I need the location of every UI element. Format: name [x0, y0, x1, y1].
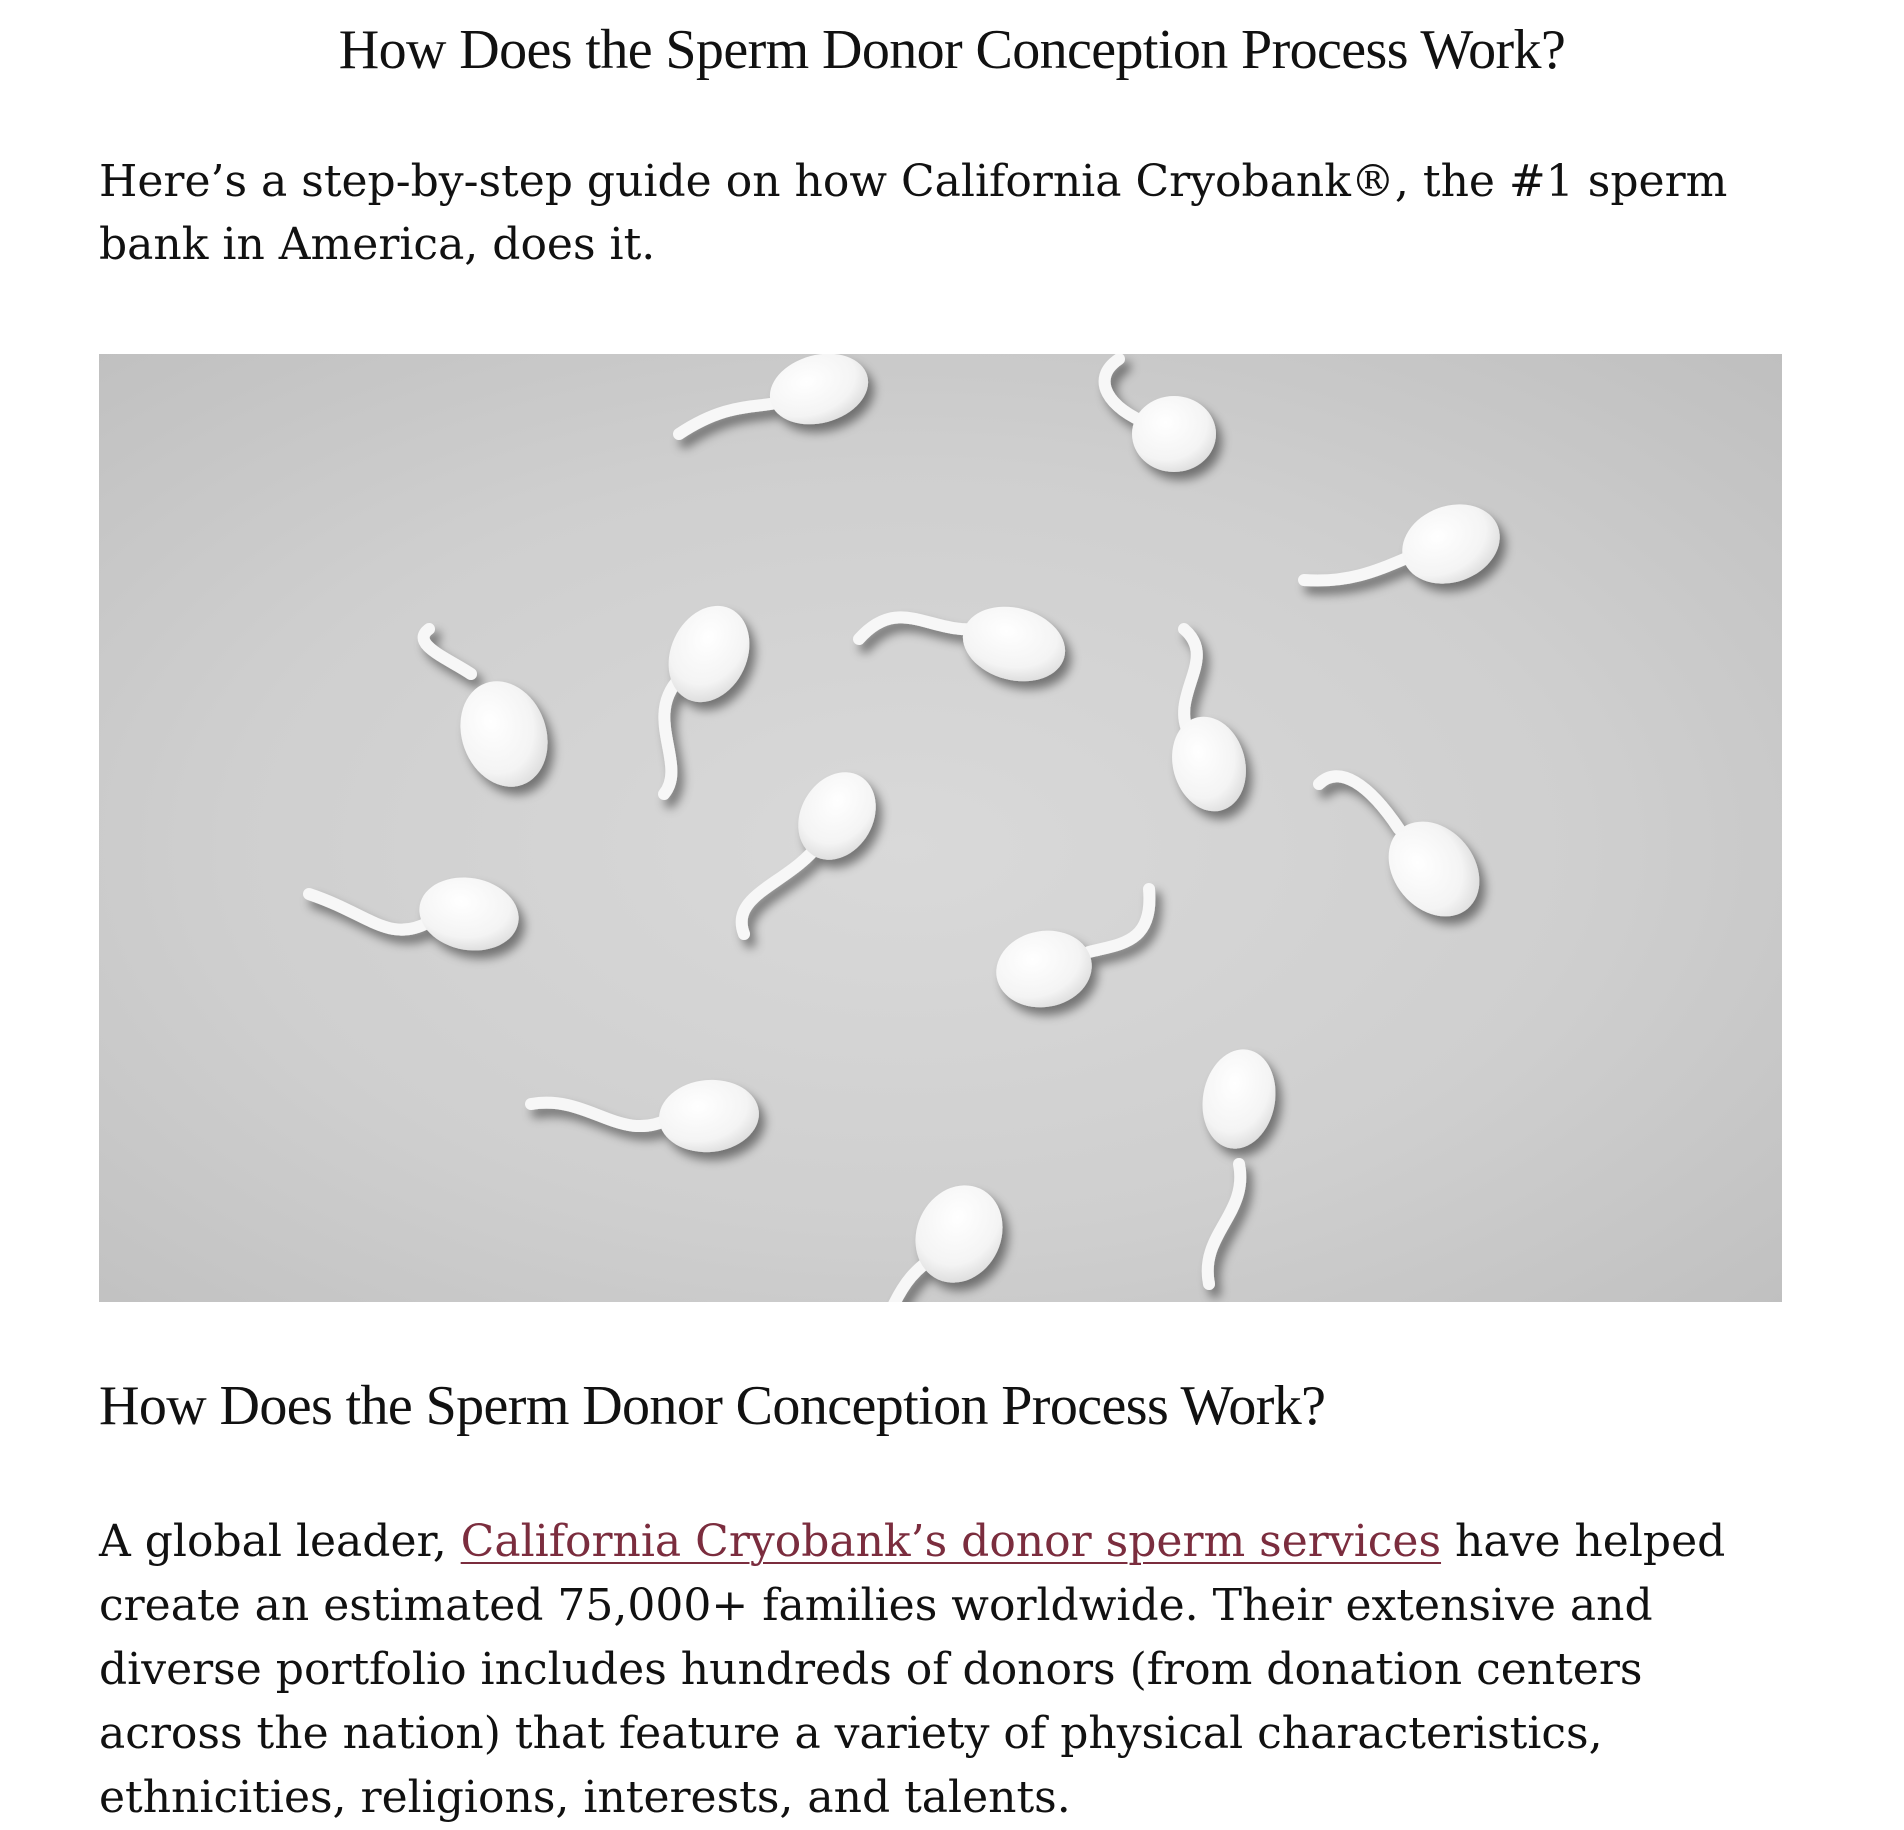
sperm-cell [859, 596, 1074, 692]
body-text-lead: A global leader, [99, 1516, 461, 1567]
page-title: How Does the Sperm Donor Conception Process Work? [338, 19, 1566, 81]
sperm-cell [309, 870, 524, 958]
sperm-cell [1195, 1044, 1283, 1284]
body-text-rest: have helped create an estimated 75,000+ families worldwide. Their extensive and diverse portfolio includes hundreds of donors (from donation centers across the nation) that feature a variety of physical characteristics, ethnicities, religions, interests, and talents. [99, 1516, 1726, 1823]
sperm-cell [1162, 629, 1256, 820]
sperm-cells-illustration [99, 354, 1782, 1302]
sperm-cell [653, 593, 764, 794]
sperm-cell [1319, 776, 1498, 934]
sperm-cell [1304, 491, 1511, 597]
sperm-cell [1105, 359, 1216, 472]
sperm-cell [531, 1076, 762, 1156]
intro-paragraph: Here’s a step-by-step guide on how California Cryobank®, the #1 sperm bank in America, does it. [99, 156, 1728, 270]
sperm-cell [990, 889, 1149, 1015]
sperm-cell [424, 629, 562, 799]
sperm-cell [679, 354, 876, 435]
sperm-cell [894, 1171, 1018, 1302]
section-heading: How Does the Sperm Donor Conception Process Work? [99, 1375, 1326, 1437]
body-paragraph [99, 1510, 1799, 1830]
donor-sperm-services-link[interactable]: California Cryobank’s donor sperm services [460, 1516, 1442, 1567]
sperm-cell [742, 758, 892, 934]
hero-image [99, 354, 1782, 1302]
